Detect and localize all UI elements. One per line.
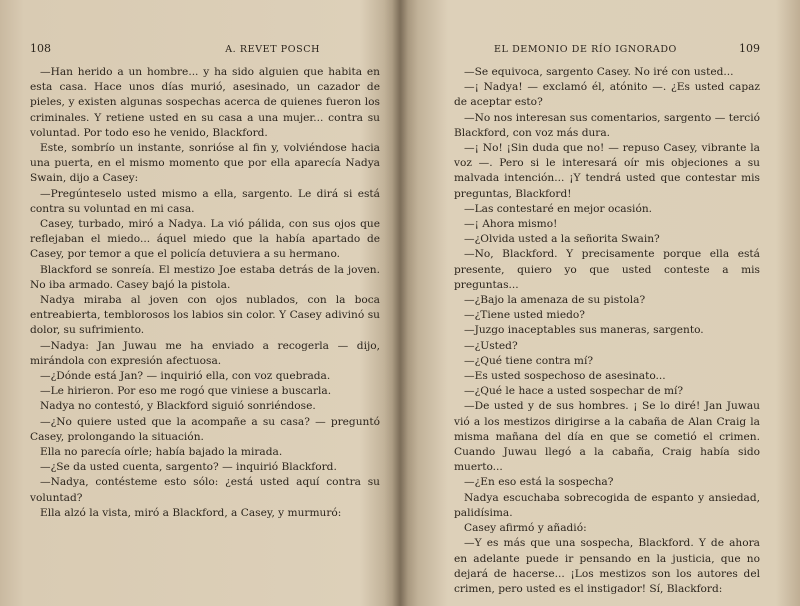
paragraph: —¿Olvida usted a la señorita Swain?	[464, 233, 660, 246]
paragraph: —No, Blackford. Y precisamente porque ella está presente, quiero yo que usted conteste a mis preguntas...	[454, 248, 760, 291]
paragraph: —Han herido a un hombre... y ha sido alguien que habita en esta casa. Hace unos días murió, asesinado, un cazador de pieles, y existen algunas sospechas acerca de quienes fueron los criminales. Y retiene usted en su casa a una mujer... contra su voluntad. Por todo eso he venido, Blackford.	[30, 66, 380, 139]
paragraph: —Nadya: Jan Juwau me ha enviado a recogerla — dijo, mirándola con expresión afectuosa.	[30, 339, 380, 367]
paragraph: —Pregúnteselo usted mismo a ella, sargento. Le dirá si está contra su voluntad en mi casa.	[30, 187, 380, 215]
paragraph: —¿Usted?	[464, 339, 518, 352]
left-running-head	[30, 41, 380, 55]
paragraph: Blackford se sonreía. El mestizo Joe estaba detrás de la joven. No iba armado. Casey bajó la pistola.	[30, 263, 380, 291]
paragraph: —Nadya, contésteme esto sólo: ¿está usted aquí contra su voluntad?	[30, 476, 380, 504]
right-running-head	[454, 41, 760, 55]
page-number: 109	[739, 42, 760, 55]
left-page	[0, 0, 398, 606]
paragraph: —Y es más que una sospecha, Blackford. Y de ahora en adelante puede ir pensando en la justicia, que no dejará de hacerse... ¡Los mestizos son los autores del crimen, pero usted es el instigador! Sí, Blackford:	[454, 537, 760, 595]
paragraph: —¿Qué le hace a usted sospechar de mí?	[464, 385, 684, 398]
paragraph: —De usted y de sus hombres. ¡ Se lo diré! Jan Juwau vió a los mestizos dirigirse a la cabaña de Alan Craig la misma mañana del día en que se cometió el crimen. Cuando Juwau llegó a la cabaña, Craig había sido muerto...	[454, 400, 760, 474]
paragraph: Este, sombrío un instante, sonrióse al fin y, volviéndose hacia una puerta, en el mismo momento que por ella aparecía Nadya Swain, dijo a Casey:	[30, 142, 380, 185]
paragraph: —¿Se da usted cuenta, sargento? — inquirió Blackford.	[40, 461, 337, 474]
paragraph: —¡ No! ¡Sin duda que no! — repuso Casey, vibrante la voz —. Pero si le interesará oír mis objeciones a su malvada intención... ¡Y tendrá usted que contestar mis preguntas, Blackford!	[454, 142, 760, 200]
paragraph: Nadya no contestó, y Blackford siguió sonriéndose.	[40, 400, 316, 413]
paragraph: Casey, turbado, miró a Nadya. La vió pálida, con sus ojos que reflejaban el miedo... áquel miedo que la había apartado de Casey, por temor a que el policía detuviera a su hermano.	[30, 218, 380, 261]
paragraph: Casey afirmó y añadió:	[464, 522, 587, 535]
paragraph: —Es usted sospechoso de asesinato...	[464, 370, 666, 383]
paragraph: Ella alzó la vista, miró a Blackford, a Casey, y murmuró:	[40, 506, 342, 519]
paragraph: —¿Qué tiene contra mí?	[464, 354, 594, 367]
paragraph: —¡ Ahora mismo!	[464, 218, 558, 231]
paragraph: Nadya escuchaba sobrecogida de espanto y ansiedad, palidísima.	[454, 491, 760, 519]
paragraph: Ella no parecía oírle; había bajado la mirada.	[40, 446, 283, 459]
paragraph: —¡ Nadya! — exclamó él, atónito —. ¿Es usted capaz de aceptar esto?	[454, 81, 760, 109]
paragraph: —Se equivoca, sargento Casey. No iré con usted...	[464, 66, 734, 78]
paragraph: —¿Tiene usted miedo?	[464, 309, 585, 322]
left-page-body	[30, 65, 380, 521]
paragraph: —Juzgo inaceptables sus maneras, sargento.	[464, 324, 704, 337]
running-head-author: A. REVET POSCH	[225, 44, 320, 55]
paragraph: —Le hirieron. Por eso me rogó que viniese a buscarla.	[40, 385, 332, 398]
paragraph: Nadya miraba al joven con ojos nublados, con la boca entreabierta, temblorosos los labios sin color. Y Casey adivinó su dolor, su sufrimiento.	[30, 294, 380, 337]
right-page	[402, 0, 800, 606]
right-page-body	[454, 65, 760, 597]
page-number: 108	[30, 42, 51, 55]
paragraph: —¿Bajo la amenaza de su pistola?	[464, 294, 646, 307]
paragraph: —¿No quiere usted que la acompañe a su casa? — preguntó Casey, prolongando la situación.	[30, 415, 380, 443]
paragraph: —Las contestaré en mejor ocasión.	[464, 202, 653, 215]
running-head-title: EL DEMONIO DE RÍO IGNORADO	[494, 44, 677, 55]
paragraph: —No nos interesan sus comentarios, sargento — terció Blackford, con voz más dura.	[454, 111, 760, 139]
paragraph: —¿Dónde está Jan? — inquirió ella, con voz quebrada.	[40, 370, 331, 383]
paragraph: —¿En eso está la sospecha?	[464, 476, 614, 489]
